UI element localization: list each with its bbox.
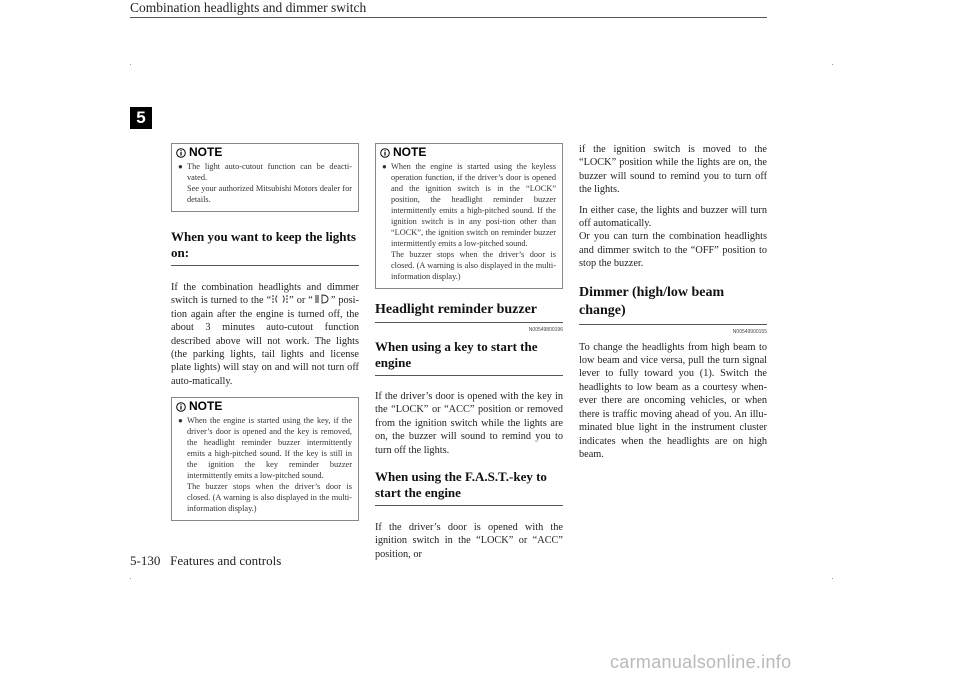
chapter-tab: 5 xyxy=(130,107,152,129)
note-line: See your authorized Mitsubishi Motors dealer for details. xyxy=(187,184,352,204)
position-lamp-icon xyxy=(271,294,289,304)
watermark: carmanualsonline.info xyxy=(610,652,792,672)
note-box-keyless-buzzer xyxy=(375,143,563,289)
note-header xyxy=(380,147,556,158)
header-rule xyxy=(130,17,767,18)
paragraph-key-start: If the driver’s door is opened with the key in the “LOCK” or “ACC” position or removed from the ignition switch while the lights are on, the buzzer will sound to remind you to turn off the lights. xyxy=(375,391,563,456)
page-footer xyxy=(130,553,281,569)
crop-mark xyxy=(130,64,131,65)
note-header xyxy=(176,147,352,158)
crop-mark xyxy=(130,578,131,579)
column-1 xyxy=(171,143,359,521)
para-text: ” or “ xyxy=(289,295,313,307)
note-icon xyxy=(176,148,186,158)
footer-section: Features and controls xyxy=(170,553,282,568)
bullet-icon: ● xyxy=(178,162,183,171)
note-label: NOTE xyxy=(189,399,223,414)
section-heading-keep-lights-on: When you want to keep the lights on: xyxy=(171,229,359,266)
section-heading-headlight-reminder: Headlight reminder buzzer xyxy=(375,302,563,323)
headlight-icon xyxy=(313,294,331,304)
note-line: The buzzer stops when the driver’s door is closed. (A warning is also displayed in the multi-information display.) xyxy=(391,250,556,281)
paragraph-dimmer: To change the headlights from high beam to low beam and vice versa, pull the turn signal lever to fully toward you (1). Switch the headlights to low beam as a courtesy when-ever there are oncoming vehicles, or when there is traffic moving ahead of you. An illu-minated blue light in the instrument cluster indicates when the headlights are on high beam. xyxy=(579,341,767,460)
note-box-key-buzzer xyxy=(171,397,359,521)
bullet-icon: ● xyxy=(178,416,183,426)
paragraph-auto-off: In either case, the lights and buzzer will turn off automatically. xyxy=(579,204,767,230)
note-line: The buzzer stops when the driver’s door is closed. (A warning is also displayed in the multi-information display.) xyxy=(187,482,352,514)
note-box-auto-cutout xyxy=(171,143,359,212)
page-number: 5-130 xyxy=(130,553,161,568)
paragraph-off-position: Or you can turn the combination headlights and dimmer switch to the “OFF” position to stop the buzzer. xyxy=(579,231,767,270)
note-icon xyxy=(176,402,186,412)
note-header xyxy=(176,401,352,412)
note-icon xyxy=(380,148,390,158)
crop-mark xyxy=(832,578,833,579)
note-line: When the engine is started using the keyless operation function, if the driver’s door is opened and the ignition switch is in the “LOCK” position, the headlight reminder buzzer intermittently emits a high-pitched sound. If the ignition switch is in any posi-tion other than “LOCK”, the ignition switch on reminder buzzer intermittently emits a low-pitched sound. xyxy=(391,162,556,248)
column-2 xyxy=(375,143,563,561)
column-3 xyxy=(579,143,767,461)
subheading-key-start: When using a key to start the engine xyxy=(375,339,563,376)
crop-mark xyxy=(832,64,833,65)
page-header-title: Combination headlights and dimmer switch xyxy=(130,0,367,15)
note-label: NOTE xyxy=(393,145,427,159)
note-line: When the engine is started using the key, if the driver’s door is opened and the key is removed, the headlight reminder buzzer intermittently emits a high-pitched sound. If the key is still in the ignition the key reminder buzzer intermittently emits a low-pitched sound. xyxy=(187,416,352,481)
subheading-fast-key-start: When using the F.A.S.T.-key to start the engine xyxy=(375,469,563,506)
bullet-icon: ● xyxy=(382,162,387,171)
section-heading-dimmer: Dimmer (high/low beam change) xyxy=(579,284,767,325)
paragraph-keep-lights xyxy=(171,281,359,388)
paragraph-continued: if the ignition switch is moved to the “LOCK” position while the lights are on, the buzzer will sound to remind you to turn off the lights. xyxy=(579,144,767,196)
paragraph-fast-key-start: If the driver’s door is opened with the ignition switch in the “LOCK” or “ACC” position, or xyxy=(375,522,563,560)
para-text: ” posi-tion again after the engine is turned off, the about 3 minutes auto-cutout function described above will not work. The lights (the parking lights, tail lights and license plate lights) will stay on and will not turn off auto-matically. xyxy=(171,295,359,387)
document-code: N00549900155 xyxy=(732,328,767,335)
note-label: NOTE xyxy=(189,145,223,159)
para-text: If the combination headlights and dimmer switch is turned to the “ xyxy=(171,282,359,307)
document-code: N00549800196 xyxy=(528,327,563,333)
note-line: The light auto-cutout function can be deacti-vated. xyxy=(187,162,352,182)
